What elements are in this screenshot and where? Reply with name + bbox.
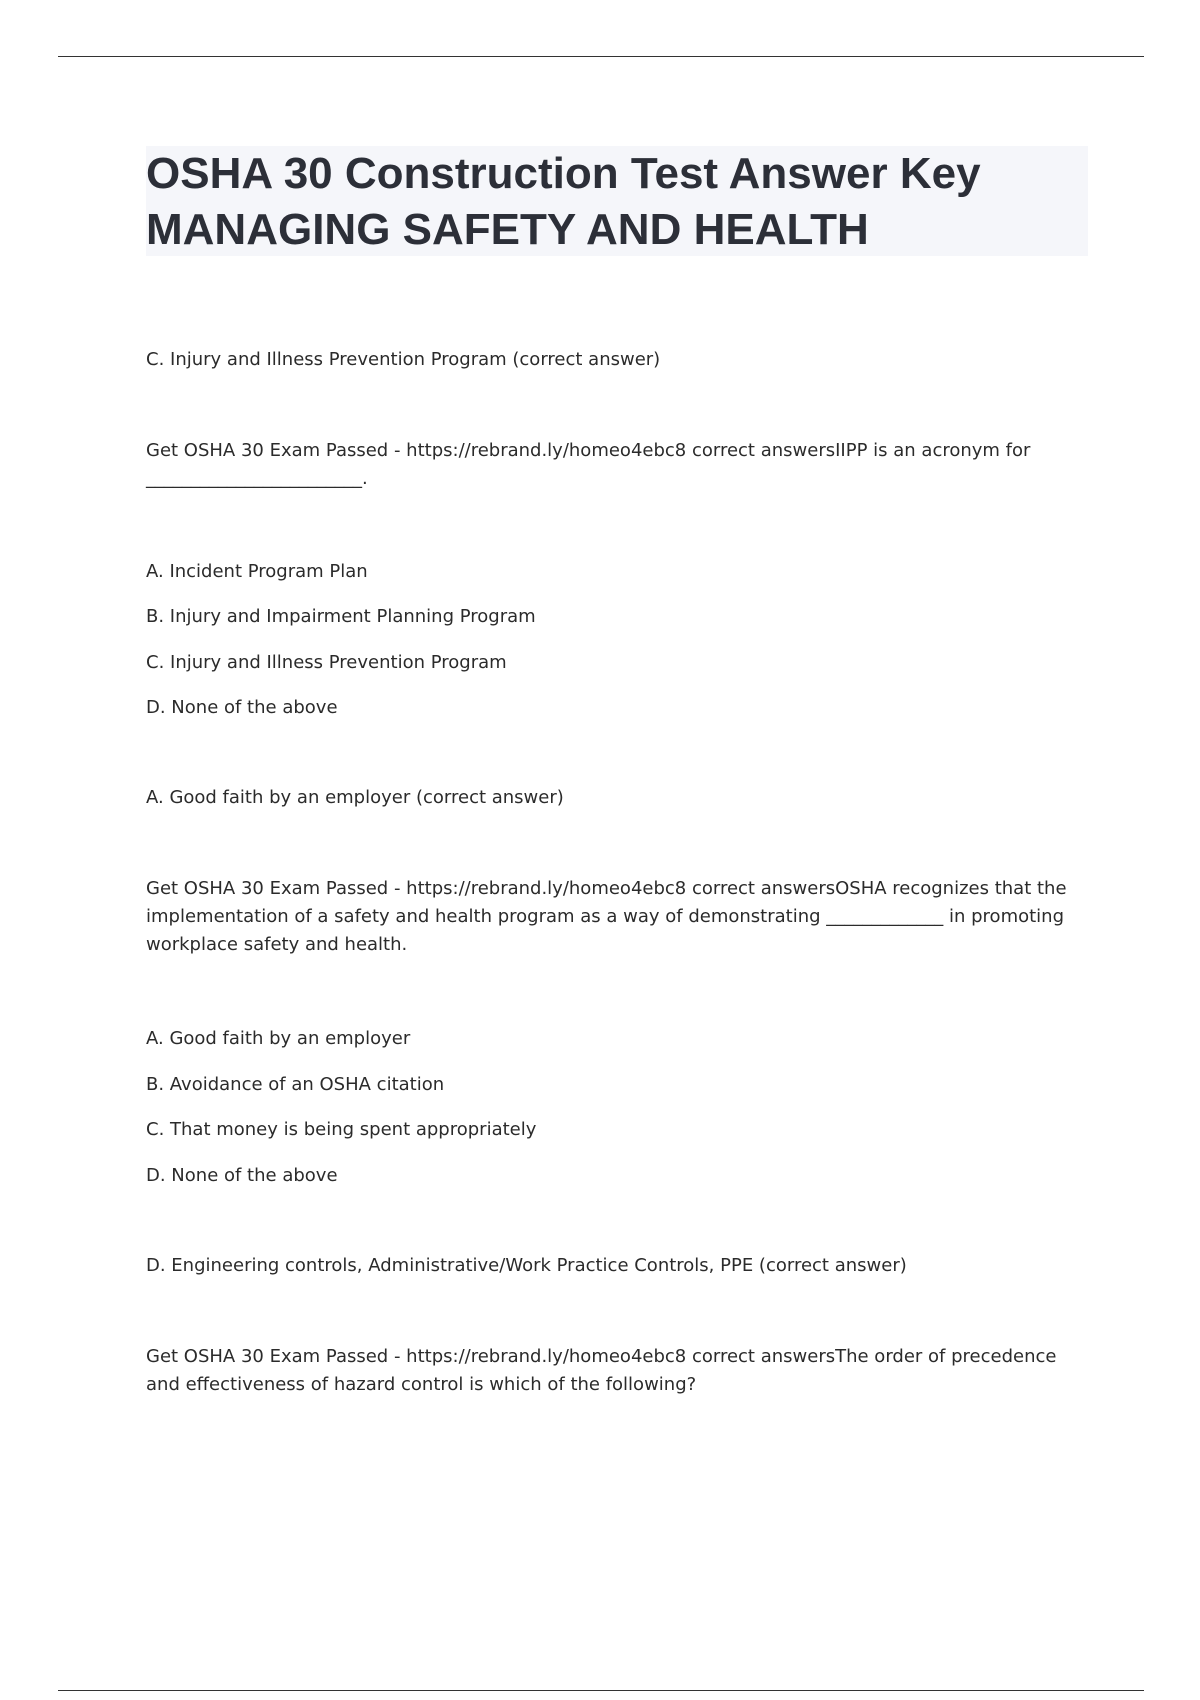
document-subtitle: MANAGING SAFETY AND HEALTH: [146, 205, 869, 254]
top-rule: [58, 56, 1144, 57]
title-block: [146, 146, 1088, 256]
option-2c: C. That money is being spent appropriately: [146, 1119, 537, 1140]
option-2a: A. Good faith by an employer: [146, 1028, 411, 1049]
option-1b: B. Injury and Impairment Planning Program: [146, 606, 536, 627]
option-1c: C. Injury and Illness Prevention Program: [146, 652, 507, 673]
answer-line-2: A. Good faith by an employer (correct answer): [146, 787, 564, 808]
option-1a: A. Incident Program Plan: [146, 561, 368, 582]
answer-line-1: C. Injury and Illness Prevention Program (correct answer): [146, 349, 661, 370]
answer-line-3: D. Engineering controls, Administrative/Work Practice Controls, PPE (correct answer): [146, 1255, 907, 1276]
option-2d: D. None of the above: [146, 1165, 338, 1186]
question-3: Get OSHA 30 Exam Passed - https://rebrand.ly/homeo4ebc8 correct answersThe order of precedence and effectiveness of hazard control is which of the following?: [146, 1346, 1057, 1395]
document-title: OSHA 30 Construction Test Answer Key: [146, 149, 981, 198]
question-1: Get OSHA 30 Exam Passed - https://rebrand.ly/homeo4ebc8 correct answersIIPP is an acronym for ________________________.: [146, 440, 1031, 489]
option-1d: D. None of the above: [146, 697, 338, 718]
question-2: Get OSHA 30 Exam Passed - https://rebrand.ly/homeo4ebc8 correct answersOSHA recognizes that the implementation of a safety and health program as a way of demonstrating _____________ in promoting workplace safety and health.: [146, 878, 1067, 955]
option-2b: B. Avoidance of an OSHA citation: [146, 1074, 445, 1095]
bottom-rule: [58, 1690, 1144, 1691]
